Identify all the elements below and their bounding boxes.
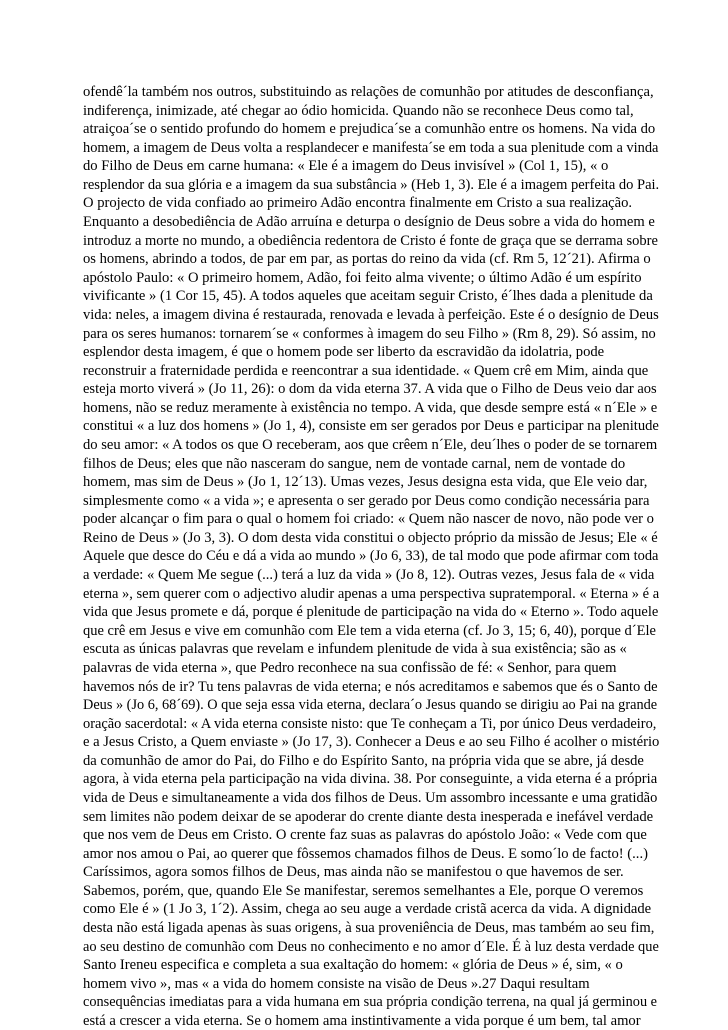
text-line: vida que Jesus promete e dá, porque é plenitude de participação na vida do « Eterno ». Todo aquele bbox=[83, 604, 659, 621]
text-line: está a crescer a vida eterna. Se o homem ama instintivamente a vida porque é um bem, tal amor bbox=[83, 1012, 641, 1029]
text-line: Sabemos, porém, que, quando Ele Se manifestar, seremos semelhantes a Ele, porque O veremos bbox=[83, 882, 644, 899]
text-line: como Ele é » (1 Jo 3, 1´2). Assim, chega ao seu auge a verdade cristã acerca da vida. A dignidade bbox=[83, 901, 652, 918]
text-line: havemos nós de ir? Tu tens palavras de vida eterna; e nós acreditamos e sabemos que és o Santo de bbox=[83, 678, 658, 695]
text-line: Deus » (Jo 6, 68´69). O que seja essa vida eterna, declara´o Jesus quando se dirigiu ao Pai na grande bbox=[83, 697, 658, 714]
text-line: ofendê´la também nos outros, substituindo as relações de comunhão por atitudes de desconfiança, bbox=[83, 84, 654, 100]
text-line: os homens, abrindo a todos, de par em par, as portas do reino da vida (cf. Rm 5, 12´21). Afirma o bbox=[83, 251, 651, 268]
text-line: reconstruir a fraternidade perdida e reencontrar a sua identidade. « Quem crê em Mim, ainda que bbox=[83, 362, 649, 379]
text-line: atraiçoa´se o sentido profundo do homem e prejudica´se a comunhão entre os homens. Na vida do bbox=[83, 121, 656, 138]
text-line: homem, a imagem de Deus volta a resplandecer e manifesta´se em toda a sua plenitude com a vinda bbox=[83, 139, 659, 156]
text-line: que crê em Jesus e vive em comunhão com Ele tem a vida eterna (cf. Jo 3, 15; 6, 40), porque d´Ele bbox=[83, 622, 656, 639]
text-line: O projecto de vida confiado ao primeiro Adão encontra finalmente em Cristo a sua realização. bbox=[83, 195, 633, 212]
text-line: indiferença, inimizade, até chegar ao ódio homicida. Quando não se reconhece Deus como tal, bbox=[83, 102, 634, 119]
text-line: eterna », sem querer com o adjectivo aludir apenas a uma perspectiva supratemporal. « Eterna » é a bbox=[83, 585, 660, 602]
text-line: palavras de vida eterna », que Pedro reconhece na sua confissão de fé: « Senhor, para quem bbox=[83, 659, 617, 676]
text-line: vida: neles, a imagem divina é restaurada, renovada e levada à perfeição. Este é o desígnio de Deus bbox=[83, 306, 659, 323]
text-line: desta não está ligada apenas às suas origens, à sua proveniência de Deus, mas também ao seu fim, bbox=[83, 920, 655, 937]
text-line: ao seu destino de comunhão com Deus no conhecimento e no amor d´Ele. É à luz desta verdade que bbox=[83, 938, 659, 955]
text-line: Caríssimos, agora somos filhos de Deus, mas ainda não se manifestou o que havemos de ser. bbox=[83, 864, 624, 881]
text-line: que nos vem de Deus em Cristo. O crente faz suas as palavras do apóstolo João: « Vede com que bbox=[83, 827, 647, 844]
text-line: homem, mas sim de Deus » (Jo 1, 12´13). Umas vezes, Jesus designa esta vida, que Ele veio dar, bbox=[83, 474, 648, 491]
text-line: esteja morto viverá » (Jo 11, 26): o dom da vida eterna 37. A vida que o Filho de Deus veio dar aos bbox=[83, 381, 657, 398]
text-line: oração sacerdotal: « A vida eterna consiste nisto: que Te conheçam a Ti, por único Deus verdadeiro, bbox=[83, 715, 657, 732]
text-line: escuta as únicas palavras que revelam e infundem plenitude de vida à sua existência; são as « bbox=[83, 641, 627, 658]
text-line: apóstolo Paulo: « O primeiro homem, Adão, foi feito alma vivente; o último Adão é um espírito bbox=[83, 269, 642, 286]
text-line: homens, não se reduz meramente à existência no tempo. A vida, que desde sempre está « n´Ele » e bbox=[83, 399, 658, 416]
text-line: para os seres humanos: tornarem´se « conformes à imagem do seu Filho » (Rm 8, 29). Só assim, no bbox=[83, 325, 656, 342]
text-line: Santo Ireneu especifica e completa a sua exaltação do homem: « glória de Deus » é, sim, « o bbox=[83, 957, 623, 974]
text-line: Aquele que desce do Céu e dá a vida ao mundo » (Jo 6, 33), de tal modo que pode afirmar com toda bbox=[83, 548, 659, 565]
text-line: filhos de Deus; eles que não nasceram do sangue, nem de vontade carnal, nem de vontade do bbox=[83, 455, 626, 472]
text-line: amor nos amou o Pai, ao querer que fôssemos chamados filhos de Deus. E somo´lo de facto! (...) bbox=[83, 845, 648, 862]
text-line: do Filho de Deus em carne humana: « Ele é a imagem do Deus invisível » (Col 1, 15), « o bbox=[83, 158, 609, 175]
text-line: poder alcançar o fim para o qual o homem foi criado: « Quem não nascer de novo, não pode ver o bbox=[83, 511, 654, 528]
text-line: esplendor desta imagem, é que o homem pode ser liberto da escravidão da idolatria, pode bbox=[83, 344, 605, 361]
text-line: resplendor da sua glória e a imagem da sua substância » (Heb 1, 3). Ele é a imagem perfeita do Pai. bbox=[83, 176, 660, 193]
text-line: Enquanto a desobediência de Adão arruína e deturpa o desígnio de Deus sobre a vida do homem e bbox=[83, 214, 655, 231]
text-line: introduz a morte no mundo, a obediência redentora de Cristo é fonte de graça que se derrama sobre bbox=[83, 232, 658, 249]
text-line: a verdade: « Quem Me segue (...) terá a luz da vida » (Jo 8, 12). Outras vezes, Jesus fala de « vida bbox=[83, 567, 655, 584]
text-line: simplesmente como « a vida »; e apresenta o ser gerado por Deus como condição necessária para bbox=[83, 492, 650, 509]
text-line: constitui « a luz dos homens » (Jo 1, 4), consiste em ser gerados por Deus e participar na plenitude bbox=[83, 418, 659, 435]
text-line: homem vivo », mas « a vida do homem consiste na visão de Deus ».27 Daqui resultam bbox=[83, 975, 590, 992]
text-line: sem limites não podem deixar de se apoderar do crente diante desta inesperada e inefável verdade bbox=[83, 808, 654, 825]
text-line: agora, à vida eterna pela participação na vida divina. 38. Por conseguinte, a vida eterna é a própria bbox=[83, 771, 658, 788]
text-line: vivificante » (1 Cor 15, 45). A todos aqueles que aceitam seguir Cristo, é´lhes dada a plenitude da bbox=[83, 288, 653, 305]
text-line: vida de Deus e simultaneamente a vida dos filhos de Deus. Um assombro incessante e uma gratidão bbox=[83, 789, 658, 806]
text-line: da comunhão de amor do Pai, do Filho e do Espírito Santo, na própria vida que se abre, já desde bbox=[83, 752, 644, 769]
text-line: consequências imediatas para a vida humana em sua própria condição terrena, na qual já germinou e bbox=[83, 994, 658, 1011]
text-line: Reino de Deus » (Jo 3, 3). O dom desta vida constitui o objecto próprio da missão de Jesus; Ele « é bbox=[83, 529, 658, 546]
text-line: e a Jesus Cristo, a Quem enviaste » (Jo 17, 3). Conhecer a Deus e ao seu Filho é acolher o mistério bbox=[83, 734, 660, 751]
text-line: do seu amor: « A todos os que O receberam, aos que crêem n´Ele, deu´lhes o poder de se tornarem bbox=[83, 436, 658, 453]
body-text bbox=[83, 83, 659, 1030]
